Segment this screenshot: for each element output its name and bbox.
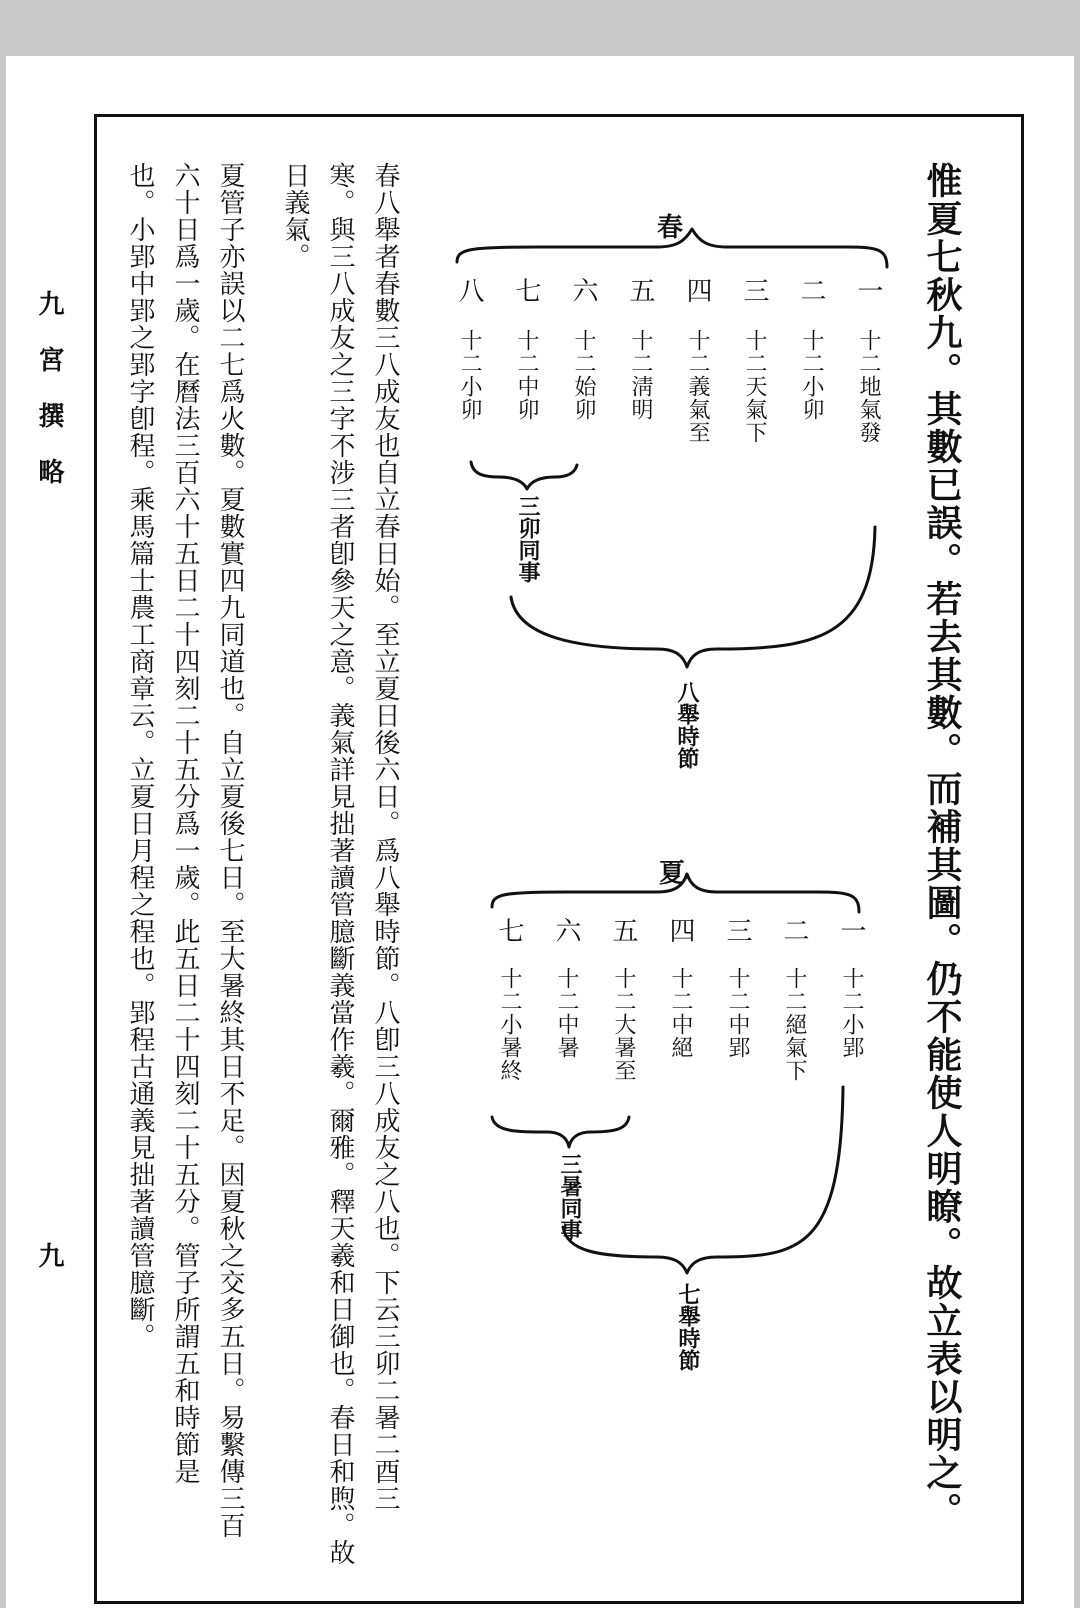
row-value: 十二中絕 — [668, 967, 693, 1059]
row-value: 十二中暑 — [554, 967, 579, 1059]
row-number: 三 — [722, 917, 752, 943]
row-number: 五 — [625, 277, 655, 303]
row-number: 七 — [511, 277, 541, 303]
row-number: 四 — [665, 917, 695, 943]
row-number: 三 — [739, 277, 769, 303]
row-value: 十二始卯 — [571, 329, 596, 421]
row-value: 十二小暑終 — [497, 967, 522, 1082]
row-number: 一 — [836, 917, 866, 943]
commentary-column: 寒。與三八成友之三字不涉三者卽參天之意。義氣詳見拙著讀管臆斷義當作羲。爾雅。釋天羲和日御也。春日和煦。故 — [325, 162, 355, 1566]
row-number: 四 — [682, 277, 712, 303]
row-value: 十二絕氣下 — [782, 967, 807, 1082]
table-summer-total-note: 七舉時節 — [675, 1283, 701, 1371]
commentary-column: 也。小郢中郢之郢字卽程。乘馬篇士農工商章云。立夏日月程之程也。郢程古通義見拙著讀管臆斷。 — [125, 162, 155, 1350]
commentary-column: 六十日爲一歲。在曆法三百六十五日二十四刻二十五分爲一歲。此五日二十四刻二十五分。管子所謂五和時節是 — [170, 162, 200, 1485]
table-spring-total-note: 八舉時節 — [674, 681, 700, 769]
row-value: 十二義氣至 — [685, 329, 710, 444]
row-number: 七 — [494, 917, 524, 943]
commentary-column: 春八舉者春數三八成友也自立春日始。至立夏日後六日。爲八舉時節。八卽三八成友之八也。下云三卯二暑二酉三 — [370, 162, 400, 1512]
row-value: 十二天氣下 — [742, 329, 767, 444]
page-sheet — [6, 56, 1074, 1608]
row-value: 十二小郢 — [839, 967, 864, 1059]
text-frame — [94, 114, 1024, 1604]
table-summer-group-note: 三暑同事 — [557, 1153, 583, 1241]
row-number: 一 — [853, 277, 883, 303]
row-value: 十二小卯 — [799, 329, 824, 421]
row-number: 二 — [779, 917, 809, 943]
book-title: 九宮撰略 — [34, 290, 64, 514]
table-spring-title: 春 — [657, 213, 684, 243]
commentary-column: 日義氣。 — [280, 162, 310, 270]
row-number: 二 — [796, 277, 826, 303]
heading-text: 惟夏七秋九。其數已誤。若去其數。而補其圖。仍不能使人明瞭。故立表以明之。 — [921, 162, 963, 1530]
page-number: 九 — [34, 1242, 64, 1268]
row-value: 十二地氣發 — [856, 329, 881, 444]
row-number: 六 — [568, 277, 598, 303]
row-number: 六 — [551, 917, 581, 943]
row-value: 十二中郢 — [725, 967, 750, 1059]
table-summer-title: 夏 — [659, 859, 686, 889]
row-value: 十二小卯 — [457, 329, 482, 421]
row-value: 十二淸明 — [628, 329, 653, 421]
commentary-column: 夏管子亦誤以二七爲火數。夏數實四九同道也。自立夏後七日。至大暑終其日不足。因夏秋之交多五日。易繫傳三百 — [215, 162, 245, 1539]
row-value: 十二大暑至 — [611, 967, 636, 1082]
row-number: 五 — [608, 917, 638, 943]
table-spring-group-note: 三卯同事 — [515, 495, 541, 583]
row-number: 八 — [454, 277, 484, 303]
row-value: 十二中卯 — [514, 329, 539, 421]
